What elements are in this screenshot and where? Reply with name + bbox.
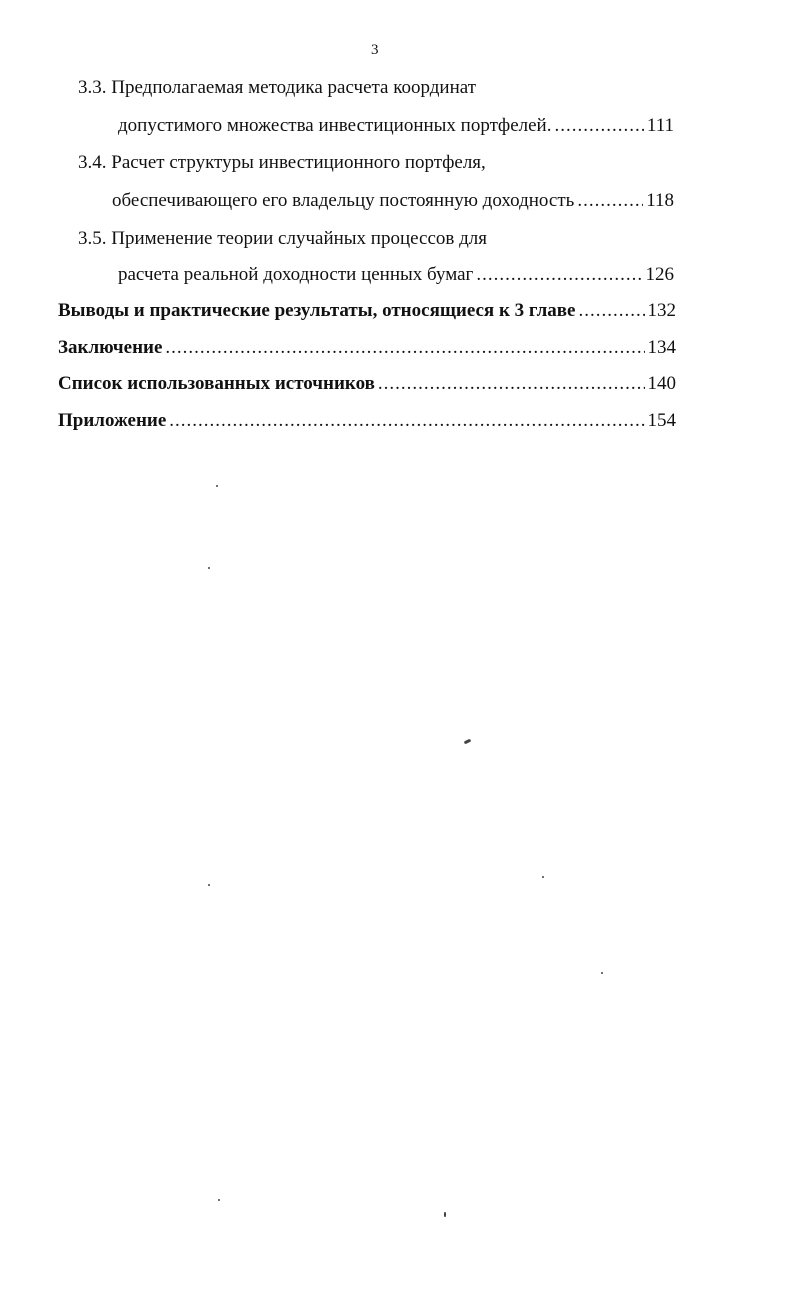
dot-leader bbox=[169, 409, 644, 433]
scan-speck bbox=[208, 884, 210, 886]
dot-leader bbox=[578, 299, 644, 323]
toc-entry-sources-label: Список использованных источников bbox=[58, 373, 375, 394]
toc-entry-conclusions-page: 132 bbox=[647, 300, 676, 321]
scan-speck bbox=[464, 739, 472, 745]
page-number: 3 bbox=[371, 42, 379, 58]
toc-entry-appendix-label: Приложение bbox=[58, 410, 167, 431]
scan-speck bbox=[601, 972, 603, 974]
scan-speck bbox=[216, 485, 218, 487]
toc-entry-sources bbox=[58, 372, 676, 396]
toc-entry-3-3-page: 111 bbox=[646, 115, 674, 136]
toc-entry-3-3-line2: допустимого множества инвестиционных портфелей. bbox=[118, 115, 552, 136]
toc-entry-3-4-line2: обеспечивающего его владельцу постоянную доходность bbox=[112, 190, 575, 211]
dot-leader bbox=[165, 336, 644, 360]
scan-speck bbox=[542, 876, 544, 878]
dot-leader bbox=[378, 372, 645, 396]
toc-entry-3-4-page: 118 bbox=[646, 190, 674, 211]
toc-entry-sources-page: 140 bbox=[647, 373, 676, 394]
toc-entry-appendix-page: 154 bbox=[647, 410, 676, 431]
toc-entry-3-3-line1: 3.3. Предполагаемая методика расчета координат bbox=[78, 77, 477, 98]
toc-entry-3-5-page: 126 bbox=[645, 264, 674, 285]
toc-entry-3-3-row bbox=[118, 114, 674, 138]
toc-entry-3-4-line1: 3.4. Расчет структуры инвестиционного портфеля, bbox=[78, 152, 486, 173]
dot-leader bbox=[554, 114, 643, 138]
toc-entry-appendix bbox=[58, 409, 676, 433]
toc-entry-3-5-line2: расчета реальной доходности ценных бумаг bbox=[118, 264, 474, 285]
toc-entry-conclusions bbox=[58, 299, 676, 323]
toc-entry-conclusions-label: Выводы и практические результаты, относящиеся к 3 главе bbox=[58, 300, 576, 321]
toc-entry-3-5-row bbox=[118, 263, 674, 287]
toc-entry-3-5-line1: 3.5. Применение теории случайных процессов для bbox=[78, 228, 488, 249]
scan-speck bbox=[208, 567, 210, 569]
toc-entry-3-4-row bbox=[112, 189, 674, 213]
toc-entry-summary-page: 134 bbox=[647, 337, 676, 358]
toc-entry-summary bbox=[58, 336, 676, 360]
scan-speck bbox=[218, 1199, 220, 1201]
scan-speck bbox=[444, 1212, 446, 1217]
dot-leader bbox=[577, 189, 643, 213]
toc-entry-summary-label: Заключение bbox=[58, 337, 163, 358]
dot-leader bbox=[476, 263, 642, 287]
